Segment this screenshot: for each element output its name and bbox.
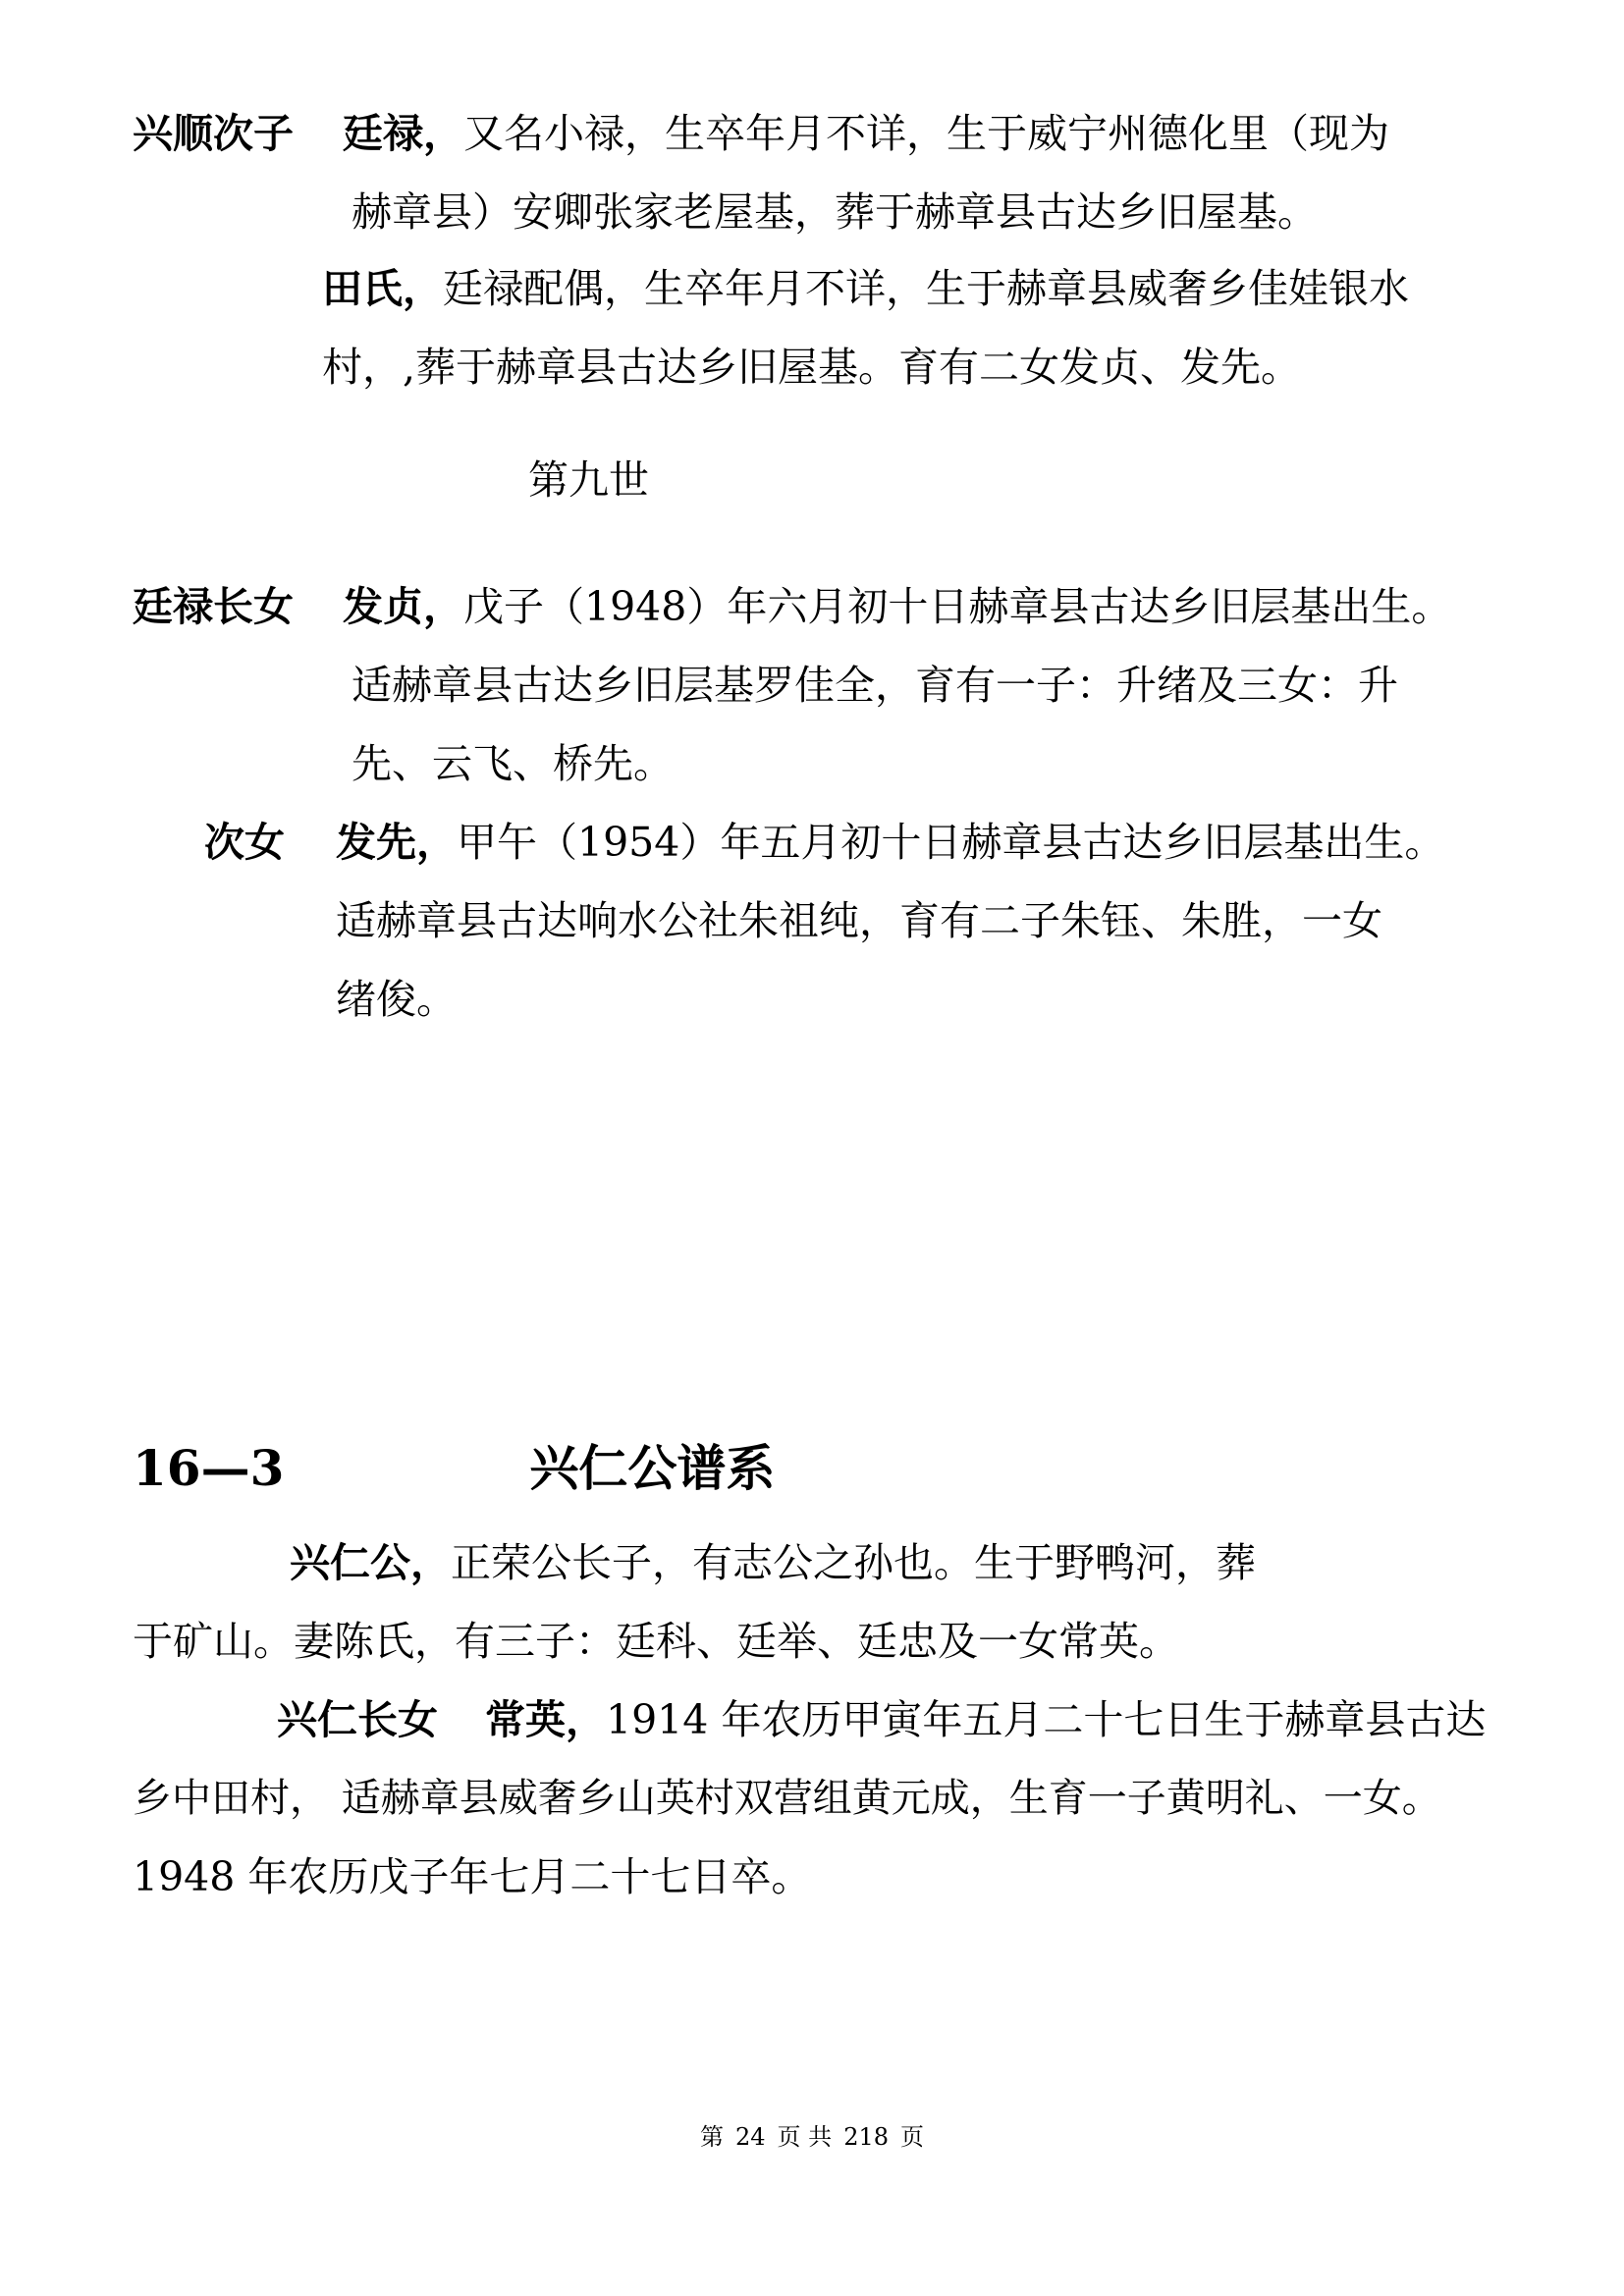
section-title: 兴仁公谱系 [529,1439,776,1497]
entry-tinglu [133,108,1389,159]
entry-fazhen [133,581,1451,632]
spouse-name: 田氏， [322,265,443,312]
page-number: 24 [735,2123,766,2151]
relation-label: 兴仁长女 [277,1696,438,1743]
page-prefix: 第 [700,2123,724,2151]
relation-label: 廷禄长女 [133,583,294,630]
spouse-text-line: 村，,葬于赫章县古达乡旧屋基。育有二女发贞、发先。 [322,344,1302,391]
entry-text-line: 赫章县）安卿张家老屋基，葬于赫章县古达乡旧屋基。 [352,188,1318,236]
entry-text-line: 绪俊。 [336,976,457,1023]
page-footer [0,2122,1624,2152]
entry-text-line: 于矿山。妻陈氏，有三子：廷科、廷举、廷忠及一女常英。 [133,1618,1179,1665]
entry-text-line: 适赫章县古达响水公社朱祖纯，育有二子朱钰、朱胜，一女 [336,897,1382,944]
generation-title: 第九世 [528,456,649,504]
person-name: 常英， [485,1696,606,1743]
entry-text: 正荣公长子，有志公之孙也。生于野鸭河，葬 [451,1539,1256,1586]
entry-xingren [290,1537,1256,1588]
person-name: 廷禄， [343,110,463,157]
entry-text-line: 乡中田村， 适赫章县威奢乡山英村双营组黄元成，生育一子黄明礼、一女。 [133,1776,1441,1821]
person-name: 发先， [336,819,457,866]
total-pages: 218 [843,2123,889,2151]
person-name: 兴仁公， [290,1539,451,1586]
entry-faxian [204,817,1444,868]
page-mid: 页 共 [777,2123,833,2151]
entry-changying [277,1694,1486,1745]
entry-text: 又名小禄，生卒年月不详，生于威宁州德化里（现为 [463,110,1389,157]
entry-spouse [322,263,1409,314]
entry-text: 戊子（1948）年六月初十日赫章县古达乡旧层基出生。 [463,583,1452,630]
spouse-text: 廷禄配偶，生卒年月不详，生于赫章县威奢乡佳娃银水 [443,265,1409,312]
relation-label: 次女 [204,819,285,866]
section-heading [133,1439,775,1498]
person-name: 发贞， [343,583,463,630]
entry-text-line: 先、云飞、桥先。 [352,740,674,787]
entry-text: 1914 年农历甲寅年五月二十七日生于赫章县古达 [606,1696,1487,1743]
section-number: 16—3 [133,1439,285,1497]
page-suffix: 页 [900,2123,924,2151]
entry-text: 甲午（1954）年五月初十日赫章县古达乡旧层基出生。 [457,819,1445,866]
entry-text-line: 1948 年农历戊子年七月二十七日卒。 [133,1853,812,1900]
relation-label: 兴顺次子 [133,110,294,157]
entry-text-line: 适赫章县古达乡旧层基罗佳全，育有一子：升绪及三女：升 [352,662,1398,709]
